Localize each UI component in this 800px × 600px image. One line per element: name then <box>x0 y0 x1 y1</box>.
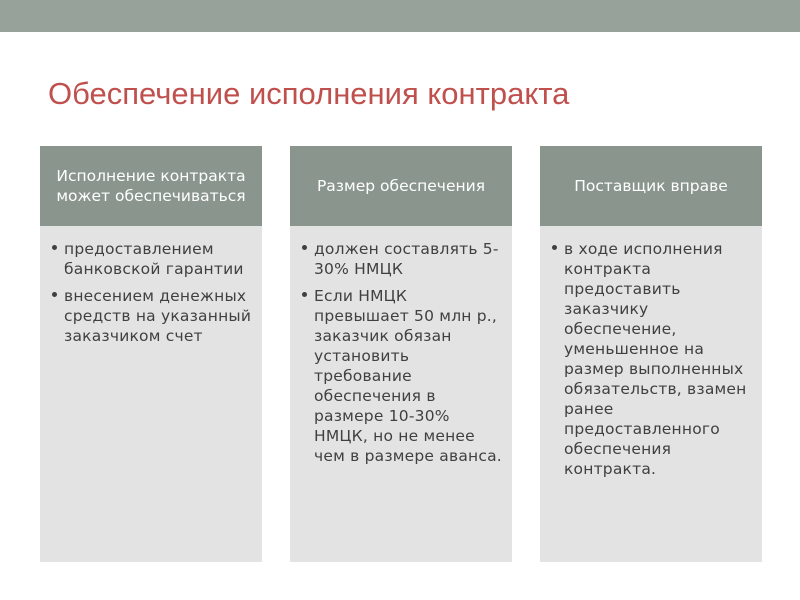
bullet-list <box>52 239 252 346</box>
column-security-amount <box>290 146 512 562</box>
bullet-icon <box>552 245 557 250</box>
column-header: Размер обеспечения <box>290 146 512 226</box>
bullet-icon <box>52 292 57 297</box>
bullet-list <box>302 239 502 466</box>
column-header: Поставщик вправе <box>540 146 762 226</box>
list-item <box>302 286 502 466</box>
list-item <box>552 239 752 479</box>
list-item-text: предоставлением банковской гарантии <box>64 240 244 278</box>
column-supplier-rights <box>540 146 762 562</box>
top-bar <box>0 0 800 32</box>
list-item <box>302 239 502 279</box>
bullet-icon <box>52 245 57 250</box>
list-item-text: в ходе исполнения контракта предоставить заказчику обеспечение, уменьшенное на размер выполненных обязательств, взамен ранее предоставленного обеспечения контракта. <box>564 240 747 478</box>
column-body <box>540 226 762 562</box>
slide-title: Обеспечение исполнения контракта <box>48 76 570 111</box>
bullet-icon <box>302 245 307 250</box>
column-body <box>40 226 262 562</box>
bullet-list <box>552 239 752 479</box>
column-contract-security-methods <box>40 146 262 562</box>
list-item <box>52 239 252 279</box>
list-item-text: должен составлять 5-30% НМЦК <box>314 240 499 278</box>
bullet-icon <box>302 292 307 297</box>
list-item <box>52 286 252 346</box>
list-item-text: внесением денежных средств на указанный заказчиком счет <box>64 287 252 345</box>
column-header: Исполнение контракта может обеспечиваться <box>40 146 262 226</box>
column-body <box>290 226 512 562</box>
list-item-text: Если НМЦК превышает 50 млн р., заказчик обязан установить требование обеспечения в размере 10-30% НМЦК, но не менее чем в размере аванса. <box>314 287 502 465</box>
